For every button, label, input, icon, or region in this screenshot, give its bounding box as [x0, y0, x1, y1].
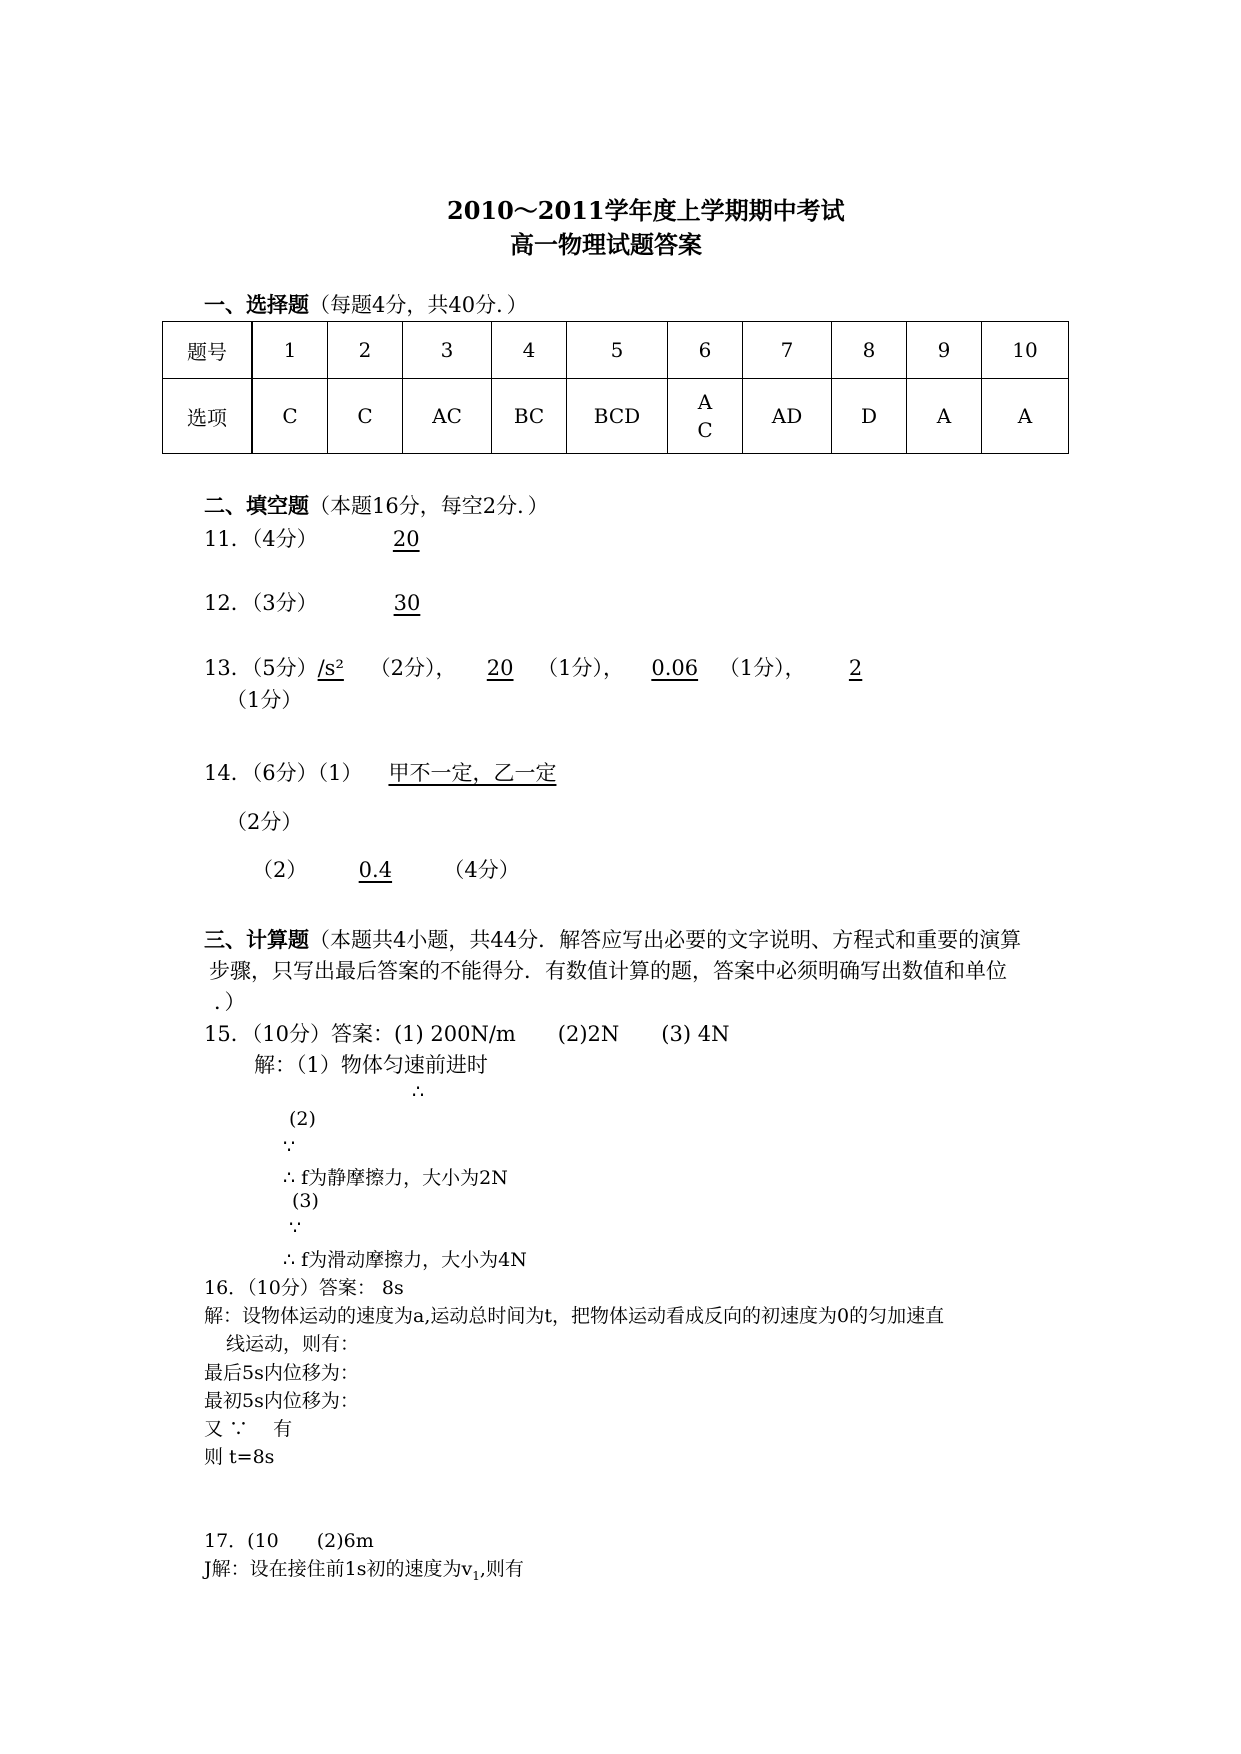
q15-answer-line: 15．（10分）答案：(1) 200N/m (2)2N (3) 4N — [204, 1022, 730, 1046]
number-cell: 1 — [252, 322, 328, 379]
answer-cell: C — [252, 379, 328, 454]
row-header-answer: 选项 — [163, 379, 253, 454]
q14-answer2: 0.4 — [358, 858, 393, 882]
q15-part2: (2) — [289, 1108, 316, 1130]
q13-pts3: （1分）， — [718, 656, 806, 680]
answer-table-answer-row — [163, 379, 1069, 454]
answer-table-number-row — [163, 322, 1069, 379]
section1-heading — [204, 289, 528, 319]
q13-pts2: （1分）， — [537, 656, 625, 680]
page-subtitle: 高一物理试题答案 — [510, 230, 702, 259]
answer6-line1: A — [697, 390, 713, 414]
section3-label: 三、计算题 — [204, 927, 309, 952]
q16-first5: 最初5s内位移为： — [204, 1390, 359, 1412]
q12-answer: 30 — [393, 591, 421, 615]
q11-answer: 20 — [392, 527, 420, 551]
q16-also: 又 ∵ 有 — [204, 1418, 293, 1440]
q15-part3: (3) — [292, 1190, 319, 1212]
q14-label: 14．（6分）（1） — [204, 761, 363, 785]
q14-pts2: （4分） — [443, 858, 520, 882]
q13-label: 13．（5分） — [204, 656, 318, 680]
q13-blank4: 2 — [848, 656, 863, 680]
answer-cell: C — [328, 379, 403, 454]
q14-pts1: （2分） — [226, 810, 303, 834]
q13-pts4: （1分） — [226, 688, 303, 712]
answer6-line2: C — [697, 418, 713, 442]
q15-solution-line1: 解：（1）物体匀速前进时 — [254, 1053, 488, 1077]
q15-because3: ∵ — [289, 1217, 302, 1239]
q13-blank1: /s² — [317, 656, 344, 680]
q17-solution-line — [204, 1554, 524, 1583]
q16-last5: 最后5s内位移为： — [204, 1362, 359, 1384]
section2-label: 二、填空题 — [204, 493, 309, 518]
q16-result: 则 t=8s — [204, 1446, 275, 1468]
section3-note-line2: 步骤，只写出最后答案的不能得分．有数值计算的题，答案中必须明确写出数值和单位 — [209, 959, 1007, 983]
q15-therefore1: ∴ — [412, 1081, 425, 1103]
answer-cell: AD — [743, 379, 832, 454]
number-cell: 2 — [328, 322, 403, 379]
q12-line — [204, 587, 494, 617]
answer-cell-stacked — [668, 379, 743, 454]
q16-solution-line1: 解：设物体运动的速度为a,运动总时间为t，把物体运动看成反向的初速度为0的匀加速直 — [204, 1305, 945, 1327]
section3-note-line1: （本题共4小题，共44分．解答应写出必要的文字说明、方程式和重要的演算 — [309, 928, 1022, 952]
q14-label2: （2） — [252, 858, 308, 882]
q14-line — [204, 757, 588, 787]
q15-conclusion2: ∴ f为静摩擦力，大小为2N — [283, 1167, 508, 1189]
q13-blank2: 20 — [486, 656, 514, 680]
row-header-number: 题号 — [163, 322, 253, 379]
section3-heading — [204, 924, 1021, 954]
number-cell: 7 — [743, 322, 832, 379]
q17-answer-line: 17．(10 (2)6m — [204, 1530, 374, 1552]
q16-solution-line2: 线运动，则有： — [226, 1333, 360, 1355]
q13-blank3: 0.06 — [651, 656, 699, 680]
q11-label: 11．（4分） — [204, 527, 318, 551]
section1-label: 一、选择题 — [204, 292, 309, 317]
section3-note-line3: ．） — [214, 990, 246, 1014]
number-cell: 5 — [567, 322, 668, 379]
q12-label: 12．（3分） — [204, 591, 318, 615]
q13-pts1: （2分）， — [369, 656, 457, 680]
answer-cell: D — [832, 379, 907, 454]
answer-cell: BCD — [567, 379, 668, 454]
answer-cell: BC — [492, 379, 567, 454]
q17-solution-subscript: 1 — [472, 1568, 480, 1583]
answer-cell: A — [907, 379, 982, 454]
q16-answer-line: 16．（10分）答案： 8s — [204, 1277, 404, 1299]
section2-note: （本题16分，每空2分．） — [309, 494, 549, 518]
q13-line — [204, 652, 862, 682]
q14-line2 — [252, 854, 520, 884]
number-cell: 4 — [492, 322, 567, 379]
q17-solution-suffix: ,则有 — [479, 1558, 524, 1580]
number-cell: 10 — [982, 322, 1069, 379]
section1-note: （每题4分，共40分．） — [309, 293, 528, 317]
number-cell: 9 — [907, 322, 982, 379]
number-cell: 6 — [668, 322, 743, 379]
answer-table — [162, 321, 1069, 454]
q15-because2: ∵ — [283, 1136, 296, 1158]
answer-cell: AC — [403, 379, 492, 454]
number-cell: 3 — [403, 322, 492, 379]
section2-heading — [204, 490, 549, 520]
q11-line — [204, 523, 420, 553]
q15-conclusion3: ∴ f为滑动摩擦力，大小为4N — [283, 1249, 527, 1271]
answer-cell: A — [982, 379, 1069, 454]
number-cell: 8 — [832, 322, 907, 379]
q14-answer1: 甲不一定，乙一定 — [388, 761, 557, 785]
q17-solution-prefix: J解：设在接住前1s初的速度为v — [204, 1558, 473, 1580]
page-title: 2010～2011学年度上学期期中考试 — [447, 196, 845, 225]
